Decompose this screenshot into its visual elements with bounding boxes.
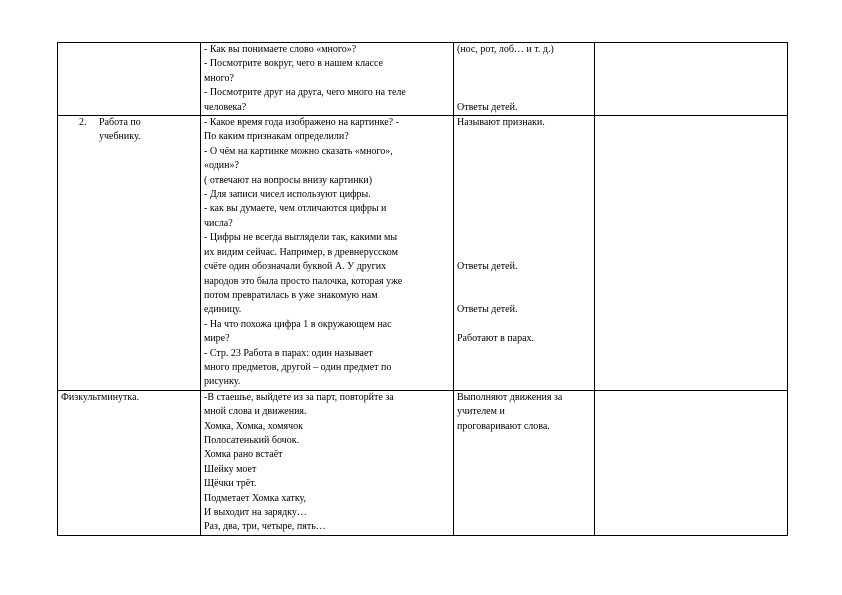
text-line: учителем и bbox=[457, 406, 505, 418]
text-line: Работают в парах. bbox=[457, 332, 535, 344]
pupil-activity-cell bbox=[454, 116, 595, 391]
text-line: Хомка, Хомка, хомячок bbox=[204, 420, 303, 432]
notes-cell bbox=[595, 116, 788, 391]
text-line: Ответы детей. bbox=[457, 304, 518, 316]
text-line: Ответы детей. bbox=[457, 260, 518, 272]
stage-title: Физкультминутка. bbox=[61, 391, 140, 403]
text-line: проговаривают слова. bbox=[457, 420, 550, 432]
notes-cell bbox=[595, 390, 788, 535]
text-line: - Как вы понимаете слово «много»? bbox=[204, 44, 357, 55]
text-line: «один»? bbox=[204, 160, 239, 172]
text-line: - О чём на картинке можно сказать «много», bbox=[204, 145, 393, 157]
text-line: - Цифры не всегда выглядели так, какими мы bbox=[204, 232, 398, 244]
text-line: потом превратилась в уже знакомую нам bbox=[204, 289, 378, 301]
text-line: - Какое время года изображено на картинке? - bbox=[204, 117, 399, 129]
text-line: единицу. bbox=[204, 304, 242, 316]
text-line: - Для записи чисел используют цифры. bbox=[204, 189, 371, 201]
stage-cell bbox=[58, 43, 201, 116]
text-line: - Посмотрите вокруг, чего в нашем классе bbox=[204, 58, 383, 70]
text-line: их видим сейчас. Например, в древнерусском bbox=[204, 246, 398, 258]
text-line: - Стр. 23 Работа в парах: один называет bbox=[204, 347, 373, 359]
text-line: И выходит на зарядку… bbox=[204, 507, 307, 518]
text-line: человека? bbox=[204, 101, 247, 113]
text-line: Шейку моет bbox=[204, 463, 257, 475]
lesson-plan-table bbox=[57, 42, 788, 536]
text-line: рисунку. bbox=[204, 376, 241, 388]
stage-title: Работа по bbox=[99, 117, 141, 129]
stage-cell bbox=[58, 390, 201, 535]
text-line: - как вы думаете, чем отличаются цифры и bbox=[204, 203, 387, 215]
stage-title: учебнику. bbox=[99, 131, 141, 143]
text-line: - Посмотрите друг на друга, чего много на теле bbox=[204, 87, 406, 99]
text-line: народов это была просто палочка, которая уже bbox=[204, 275, 403, 287]
text-line: Ответы детей. bbox=[457, 101, 518, 113]
stage-number: 2. bbox=[79, 117, 87, 129]
text-line: Полосатенький бочок. bbox=[204, 434, 300, 446]
text-line: мной слова и движения. bbox=[204, 406, 307, 418]
text-line: Раз, два, три, четыре, пять… bbox=[204, 521, 326, 533]
text-line: счёте один обозначали буквой А. У других bbox=[204, 261, 387, 273]
table-row bbox=[58, 116, 788, 391]
text-line: Выполняют движения за bbox=[457, 391, 563, 403]
table-row bbox=[58, 390, 788, 535]
text-line: много? bbox=[204, 72, 234, 84]
text-line: - На что похожа цифра 1 в окружающем нас bbox=[204, 318, 392, 330]
stage-cell bbox=[58, 116, 201, 391]
text-line: Хомка рано встаёт bbox=[204, 449, 283, 461]
text-line: мире? bbox=[204, 333, 230, 345]
text-line: много предметов, другой – один предмет по bbox=[204, 361, 392, 373]
text-line: (нос, рот, лоб… и т. д.) bbox=[457, 44, 554, 55]
text-line: -В стаешье, выйдете из за парт, повторйте за bbox=[204, 391, 394, 403]
notes-cell bbox=[595, 43, 788, 116]
teacher-activity-cell bbox=[201, 43, 454, 116]
teacher-activity-cell bbox=[201, 116, 454, 391]
pupil-activity-cell bbox=[454, 390, 595, 535]
text-line: Называют признаки. bbox=[457, 117, 545, 129]
text-line: Подметает Хомка хатку, bbox=[204, 492, 307, 504]
text-line: По каким признакам определили? bbox=[204, 131, 349, 143]
text-line: числа? bbox=[204, 217, 233, 229]
table-row bbox=[58, 43, 788, 116]
text-line: Щёчки трёт. bbox=[204, 478, 257, 490]
teacher-activity-cell bbox=[201, 390, 454, 535]
text-line: ( отвечают на вопросы внизу картинки) bbox=[204, 174, 373, 186]
pupil-activity-cell bbox=[454, 43, 595, 116]
